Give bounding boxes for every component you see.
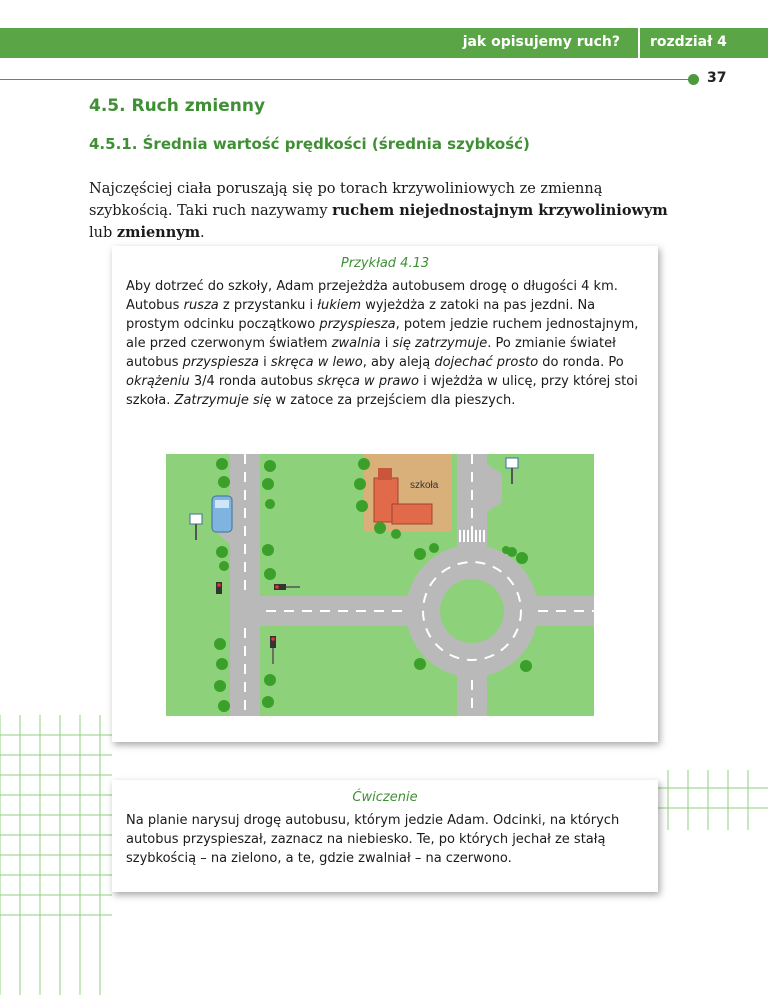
page-number: 37 (707, 70, 727, 86)
example-emph: rusza (183, 298, 219, 313)
road-map-svg (166, 454, 594, 716)
example-text-part: i (258, 355, 271, 370)
example-text-part: do ronda. Po (538, 355, 624, 370)
intro-term-1: ruchem niejednostajnym krzywoliniowym (332, 202, 668, 219)
example-text-part: wyjeżdża z zatoki na pas jezdni. Na prostym odcinku początkowo (126, 298, 596, 332)
example-text-part: 3/4 ronda autobus (189, 374, 318, 389)
example-text-part: Aby dotrzeć do szkoły, Adam przejeżdża autobusem drogę o długości 4 km. Autobus (126, 279, 618, 313)
example-text-part: w zatoce za przejściem dla pieszych. (271, 393, 516, 408)
example-emph: skręca w lewo (270, 355, 363, 370)
exercise-box (112, 780, 658, 892)
intro-paragraph (89, 178, 689, 244)
road-map (166, 454, 594, 716)
intro-term-2: zmiennym (116, 224, 201, 241)
page-rule (0, 79, 692, 80)
decorative-grid-right (658, 770, 768, 830)
intro-text: . (200, 225, 205, 241)
example-text (126, 277, 644, 410)
chapter-header-bar (0, 28, 768, 58)
example-text-part: z przystanku i (218, 298, 318, 313)
header-separator (638, 28, 640, 58)
example-emph: przyspiesza (319, 317, 396, 332)
example-emph: się zatrzymuje (392, 336, 488, 351)
section-title: 4.5. Ruch zmienny (89, 96, 266, 116)
page-dot (688, 74, 699, 85)
header-topic: jak opisujemy ruch? (462, 34, 620, 50)
exercise-text: Na planie narysuj drogę autobusu, którym jedzie Adam. Odcinki, na których autobus przyspieszał, zaznacz na niebiesko. Te, po których jechał ze stałą szybkością – na zielono, a te, gdzie zwalniał – na czerwono. (126, 813, 620, 866)
example-emph: skręca w prawo (317, 374, 419, 389)
intro-text: Najczęściej ciała poruszają się po torach krzywoliniowych ze zmienną szybkością. Taki ruch nazywamy (89, 181, 603, 219)
example-text-part: . Po zmianie świateł autobus (126, 336, 616, 370)
example-text-part: i (380, 336, 393, 351)
example-emph: przyspiesza (182, 355, 259, 370)
example-text-part: i wjeżdża w ulicę, przy której stoi szkoła. (126, 374, 638, 408)
example-emph: łukiem (317, 298, 362, 313)
example-text-part: , aby aleją (362, 355, 435, 370)
subsection-title: 4.5.1. Średnia wartość prędkości (średnia szybkość) (89, 135, 530, 153)
example-emph: zwalnia (331, 336, 381, 351)
traffic-light-1 (216, 582, 222, 594)
example-emph: Zatrzymuje się (174, 393, 272, 408)
example-title: Przykład 4.13 (340, 256, 430, 271)
exercise-title: Ćwiczenie (352, 790, 418, 805)
decorative-grid-left (0, 715, 112, 995)
header-chapter: rozdział 4 (650, 34, 727, 50)
school-label: szkoła (410, 480, 439, 491)
example-box (112, 246, 658, 742)
roundabout-island (440, 579, 504, 643)
intro-text: lub (89, 225, 117, 241)
example-text-part: , potem jedzie ruchem jednostajnym, ale przed czerwonym światłem (126, 317, 639, 351)
bus (212, 496, 232, 532)
example-emph: dojechać prosto (434, 355, 539, 370)
example-emph: okrążeniu (126, 374, 190, 389)
